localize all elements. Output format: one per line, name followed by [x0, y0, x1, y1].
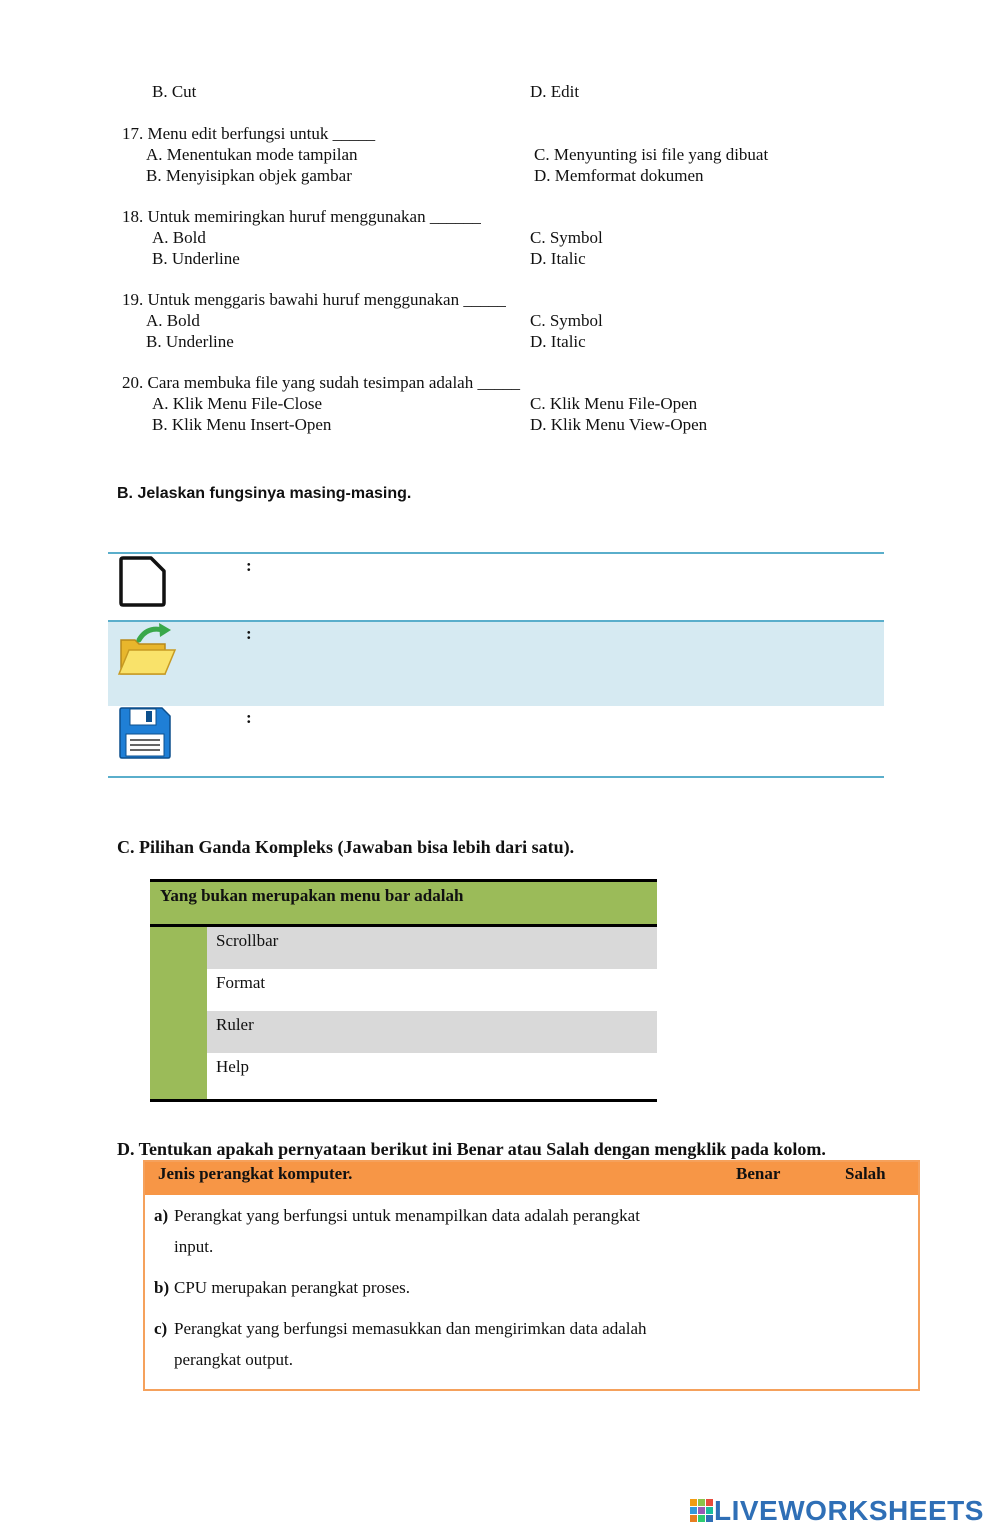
q20-stem: 20. Cara membuka file yang sudah tesimpan adalah _____: [122, 373, 520, 392]
statement-b-salah-cell[interactable]: [825, 1270, 915, 1306]
section-c-header: [150, 879, 657, 927]
q17-option-d[interactable]: D. Memformat dokumen: [534, 166, 704, 185]
statement-text-cont: input.: [174, 1237, 214, 1256]
statement-c-benar-cell[interactable]: [720, 1312, 810, 1372]
section-d-header: [145, 1162, 918, 1195]
q17-option-c[interactable]: C. Menyunting isi file yang dibuat: [534, 145, 769, 164]
option-label: Ruler: [216, 1015, 254, 1034]
save-floppy-icon: [118, 706, 172, 760]
section-b-mid-rule: [108, 620, 884, 622]
statement-label: a): [154, 1206, 169, 1225]
section-c-title: C. Pilihan Ganda Kompleks (Jawaban bisa lebih dari satu).: [117, 837, 575, 857]
liveworksheets-logo-text: LIVEWORKSHEETS: [714, 1495, 984, 1526]
option-label: Scrollbar: [216, 931, 279, 950]
salah-column-header: Salah: [845, 1164, 886, 1183]
q20-option-a[interactable]: A. Klik Menu File-Close: [152, 394, 322, 413]
q18-option-d[interactable]: D. Italic: [530, 249, 586, 268]
q18-stem: 18. Untuk memiringkan huruf menggunakan ______: [122, 207, 481, 226]
q18-option-b[interactable]: B. Underline: [152, 249, 240, 268]
statement-c-salah-cell[interactable]: [825, 1312, 915, 1372]
q19-option-b[interactable]: B. Underline: [146, 332, 234, 351]
q17-stem: 17. Menu edit berfungsi untuk _____: [122, 124, 376, 143]
section-b-colon-2: :: [246, 624, 252, 643]
statement-a-benar-cell[interactable]: [720, 1202, 810, 1262]
option-label: Format: [216, 973, 266, 992]
statement-c: [154, 1313, 714, 1375]
statement-a: [154, 1200, 714, 1262]
benar-column-header: Benar: [736, 1164, 781, 1183]
q19-option-a[interactable]: A. Bold: [146, 311, 200, 330]
q20-option-c[interactable]: C. Klik Menu File-Open: [530, 394, 698, 413]
statement-text: CPU merupakan perangkat proses.: [174, 1278, 411, 1297]
statement-b: [154, 1272, 714, 1303]
q20-option-b[interactable]: B. Klik Menu Insert-Open: [152, 415, 332, 434]
section-c-bottom-rule: [150, 1099, 657, 1102]
section-c-option-4[interactable]: [207, 1053, 657, 1095]
q18-option-c[interactable]: C. Symbol: [530, 228, 603, 247]
section-b-bottom-rule: [108, 776, 884, 778]
statement-label: c): [154, 1319, 168, 1338]
option-label: Help: [216, 1057, 250, 1076]
section-c-option-2[interactable]: [207, 969, 657, 1011]
section-b-colon-3: :: [246, 708, 252, 727]
section-d-header-label: Jenis perangkat komputer.: [158, 1164, 353, 1183]
statement-b-benar-cell[interactable]: [720, 1270, 810, 1306]
section-d-title: D. Tentukan apakah pernyataan berikut ini Benar atau Salah dengan mengklik pada kolom.: [117, 1139, 826, 1159]
q17-option-a[interactable]: A. Menentukan mode tampilan: [146, 145, 358, 164]
section-c-table: [150, 879, 657, 1102]
section-d-table: [143, 1160, 920, 1391]
q16-option-b[interactable]: B. Cut: [152, 82, 197, 101]
statement-text-cont: perangkat output.: [174, 1350, 293, 1369]
section-b-title: B. Jelaskan fungsinya masing-masing.: [117, 485, 412, 502]
statement-label: b): [154, 1278, 170, 1297]
q17-option-b[interactable]: B. Menyisipkan objek gambar: [146, 166, 352, 185]
section-b-shaded-row: [108, 622, 884, 706]
q19-option-c[interactable]: C. Symbol: [530, 311, 603, 330]
statement-text: Perangkat yang berfungsi untuk menampilkan data adalah perangkat: [174, 1206, 640, 1225]
section-c-checkbox-column: [150, 927, 207, 1102]
section-c-question: Yang bukan merupakan menu bar adalah: [160, 886, 464, 905]
q19-stem: 19. Untuk menggaris bawahi huruf menggunakan _____: [122, 290, 506, 309]
q18-option-a[interactable]: A. Bold: [152, 228, 206, 247]
statement-a-salah-cell[interactable]: [825, 1202, 915, 1262]
q19-option-d[interactable]: D. Italic: [530, 332, 586, 351]
open-folder-icon: [117, 622, 177, 678]
new-document-icon: [118, 555, 168, 607]
section-c-option-1[interactable]: [207, 927, 657, 969]
liveworksheets-logo[interactable]: [690, 1494, 984, 1528]
statement-text: Perangkat yang berfungsi memasukkan dan mengirimkan data adalah: [174, 1319, 647, 1338]
section-b-top-rule: [108, 552, 884, 554]
liveworksheets-logo-icon: [690, 1499, 714, 1523]
q16-option-d[interactable]: D. Edit: [530, 82, 580, 101]
section-b-colon-1: :: [246, 556, 252, 575]
section-c-option-3[interactable]: [207, 1011, 657, 1053]
q20-option-d[interactable]: D. Klik Menu View-Open: [530, 415, 708, 434]
